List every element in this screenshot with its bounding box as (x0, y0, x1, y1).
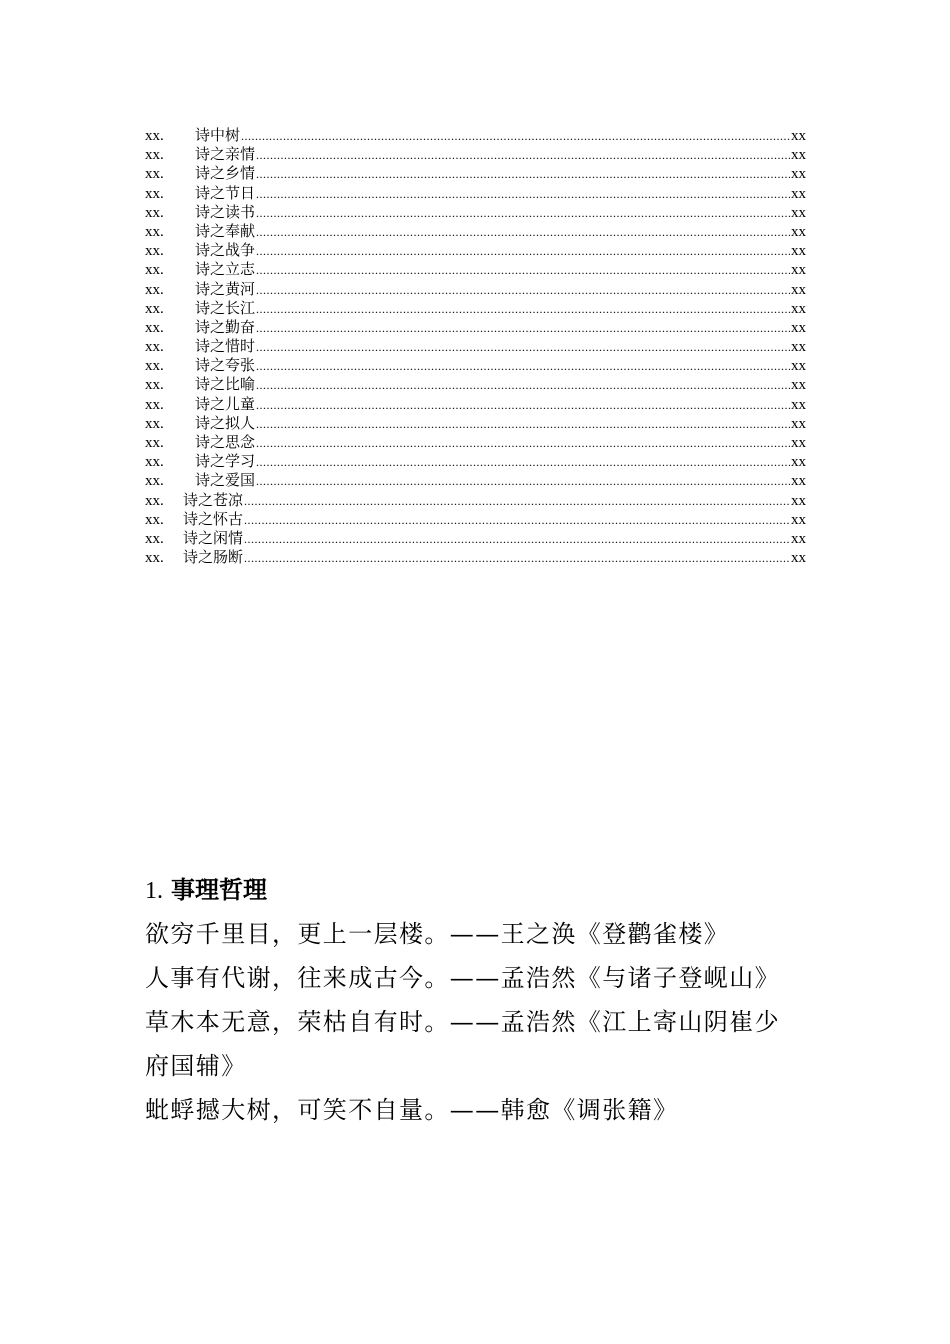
section-number: 1. (145, 878, 163, 904)
toc-entry[interactable] (145, 452, 806, 471)
verse-list (145, 912, 805, 1132)
toc-entry-title: 诗之怀古 (183, 509, 244, 528)
toc-entry-title: 诗之亲情 (195, 145, 256, 164)
toc-entry[interactable] (145, 280, 806, 299)
toc-entry-number: xx. (145, 128, 164, 144)
toc-entry-number: xx. (145, 473, 164, 490)
toc-entry-title: 诗之肠断 (183, 548, 244, 567)
toc-entry-page: xx (791, 204, 806, 221)
toc-entry[interactable] (145, 356, 806, 375)
toc-entry-page: xx (791, 473, 806, 490)
toc-dot-leader (244, 530, 790, 549)
toc-entry-number: xx. (145, 223, 164, 240)
toc-entry-title: 诗之惜时 (195, 337, 256, 356)
toc-entry-title: 诗之黄河 (195, 279, 256, 298)
toc-entry[interactable] (145, 433, 806, 452)
toc-entry-number: xx. (145, 454, 164, 471)
toc-dot-leader (256, 415, 790, 434)
toc-entry-page: xx (791, 262, 806, 279)
toc-entry-title: 诗之思念 (195, 433, 256, 451)
section-heading (145, 868, 805, 912)
toc-entry[interactable] (145, 299, 806, 318)
toc-dot-leader (256, 242, 790, 261)
toc-entry[interactable] (145, 203, 806, 222)
toc-entry-number: xx. (145, 147, 164, 164)
toc-entry-number: xx. (145, 550, 164, 567)
toc-entry-page: xx (791, 492, 806, 509)
toc-entry-page: xx (791, 243, 806, 260)
toc-entry-number: xx. (145, 415, 164, 432)
toc-entry-page: xx (791, 223, 806, 240)
toc-dot-leader (256, 261, 790, 280)
toc-entry-title: 诗之比喻 (195, 375, 256, 394)
toc-entry-page: xx (791, 358, 806, 375)
toc-entry-number: xx. (145, 396, 164, 413)
toc-entry[interactable] (145, 395, 806, 414)
toc-entry-number: xx. (145, 243, 164, 260)
toc-entry-page: xx (791, 550, 806, 567)
verse-line: 人事有代谢，往来成古今。——孟浩然《与诸子登岘山》 (145, 964, 780, 992)
toc-entry-title: 诗之夸张 (195, 356, 256, 375)
toc-dot-leader (256, 146, 790, 165)
toc-entry[interactable] (145, 529, 806, 548)
toc-entry[interactable] (145, 241, 806, 260)
toc-entry-page: xx (791, 281, 806, 298)
toc-entry-title: 诗之拟人 (195, 413, 256, 432)
toc-entry-page: xx (791, 147, 806, 164)
section-title: 事理哲理 (171, 876, 267, 904)
toc-dot-leader (244, 511, 790, 530)
toc-entry[interactable] (145, 510, 806, 529)
verse-line: 欲穷千里目，更上一层楼。——王之涣《登鹳雀楼》 (145, 920, 730, 948)
toc-dot-leader (256, 376, 790, 395)
verse-line: 草木本无意，荣枯自有时。——孟浩然《江上寄山阴崔少府国辅》 (145, 1008, 780, 1080)
toc-entry-number: xx. (145, 530, 164, 547)
toc-entry-page: xx (791, 128, 806, 144)
toc-entry[interactable] (145, 491, 806, 510)
toc-dot-leader (256, 357, 790, 376)
toc-entry[interactable] (145, 337, 806, 356)
toc-entry-title: 诗之勤奋 (195, 317, 256, 336)
toc-entry-title: 诗之儿童 (195, 394, 256, 413)
toc-entry-title: 诗之学习 (195, 452, 256, 471)
toc-entry-title: 诗之奉献 (195, 221, 256, 240)
toc-entry-number: xx. (145, 166, 164, 183)
verse-line: 蚍蜉撼大树，可笑不自量。——韩愈《调张籍》 (145, 1096, 679, 1124)
toc-entry-number: xx. (145, 281, 164, 298)
toc-entry-title: 诗之节日 (195, 183, 256, 202)
toc-dot-leader (256, 185, 790, 204)
toc-entry[interactable] (145, 260, 806, 279)
section-shili-zheli (145, 868, 805, 1132)
toc-entry-number: xx. (145, 492, 164, 509)
toc-dot-leader (256, 472, 790, 491)
toc-entry[interactable] (145, 145, 806, 164)
toc-entry-page: xx (791, 454, 806, 471)
toc-entry-number: xx. (145, 262, 164, 279)
toc-dot-leader (256, 300, 790, 319)
toc-entry-page: xx (791, 377, 806, 394)
toc-entry-title: 诗之战争 (195, 241, 256, 260)
toc-entry-title: 诗中树 (195, 126, 241, 144)
toc-entry[interactable] (145, 318, 806, 337)
toc-entry[interactable] (145, 164, 806, 183)
toc-entry[interactable] (145, 414, 806, 433)
toc-dot-leader (256, 396, 790, 415)
toc-entry-number: xx. (145, 511, 164, 528)
toc-entry[interactable] (145, 548, 806, 567)
toc-entry-title: 诗之乡情 (195, 164, 256, 183)
toc-dot-leader (256, 453, 790, 472)
toc-entry-page: xx (791, 166, 806, 183)
toc-dot-leader (256, 434, 790, 453)
toc-entry[interactable] (145, 375, 806, 394)
toc-entry[interactable] (145, 184, 806, 203)
toc-entry-page: xx (791, 185, 806, 202)
toc-entry-page: xx (791, 300, 806, 317)
toc-entry-number: xx. (145, 339, 164, 356)
toc-dot-leader (256, 338, 790, 357)
toc-entry-number: xx. (145, 185, 164, 202)
toc-dot-leader (256, 223, 790, 242)
toc-entry-number: xx. (145, 358, 164, 375)
toc-entry-page: xx (791, 511, 806, 528)
toc-entry-title: 诗之爱国 (195, 471, 256, 490)
toc-entry-page: xx (791, 435, 806, 451)
toc-entry-title: 诗之立志 (195, 260, 256, 279)
toc-dot-leader (256, 319, 790, 338)
toc-entry-number: xx. (145, 204, 164, 221)
toc-dot-leader (241, 127, 790, 146)
toc-entry[interactable] (145, 222, 806, 241)
toc-entry-page: xx (791, 339, 806, 356)
toc-dot-leader (244, 549, 790, 568)
table-of-contents (145, 126, 806, 567)
toc-entry-number: xx. (145, 300, 164, 317)
toc-entry-title: 诗之闲情 (183, 528, 244, 547)
toc-entry-page: xx (791, 530, 806, 547)
toc-entry-page: xx (791, 396, 806, 413)
toc-entry-page: xx (791, 415, 806, 432)
toc-entry-number: xx. (145, 377, 164, 394)
toc-entry-title: 诗之长江 (195, 298, 256, 317)
toc-entry-title: 诗之读书 (195, 202, 256, 221)
toc-entry-title: 诗之苍凉 (183, 490, 244, 509)
toc-dot-leader (256, 165, 790, 184)
toc-entry-page: xx (791, 319, 806, 336)
toc-entry[interactable] (145, 471, 806, 490)
toc-dot-leader (244, 492, 790, 511)
toc-dot-leader (256, 281, 790, 300)
toc-entry-number: xx. (145, 319, 164, 336)
toc-entry-number: xx. (145, 435, 164, 451)
toc-entry[interactable] (145, 126, 806, 145)
toc-dot-leader (256, 204, 790, 223)
